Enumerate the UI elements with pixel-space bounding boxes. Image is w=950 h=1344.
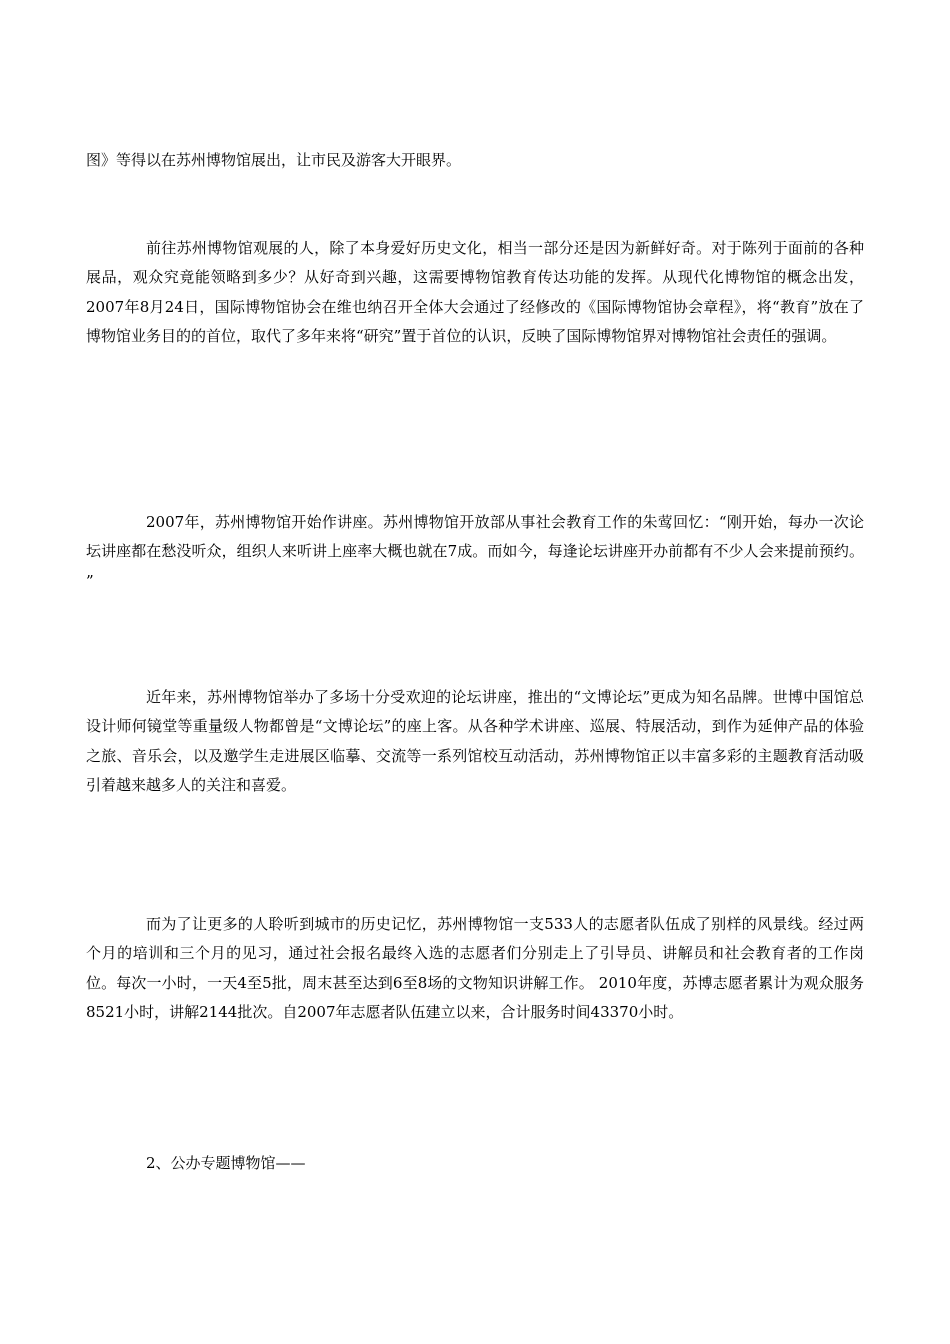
paragraph-continuation: 图》等得以在苏州博物馆展出，让市民及游客大开眼界。 xyxy=(86,151,462,169)
section-heading-public-museums: 2、公办专题博物馆—— xyxy=(146,1154,306,1172)
paragraph-lectures-2007: 2007年，苏州博物馆开始作讲座。苏州博物馆开放部从事社会教育工作的朱莺回忆：“刚开始，每办一次论坛讲座都在愁没听众，组织人来听讲上座率大概也就在7成。而如今，每逢论坛讲座开办前都有不少人会来提前预约。 ” xyxy=(86,513,864,590)
paragraph-wenbo-forum: 近年来，苏州博物馆举办了多场十分受欢迎的论坛讲座，推出的“文博论坛”更成为知名品牌。世博中国馆总设计师何镜堂等重量级人物都曾是“文博论坛”的座上客。从各种学术讲座、巡展、特展活动，到作为延伸产品的体验之旅、音乐会，以及邀学生走进展区临摹、交流等一系列馆校互动活动，苏州博物馆正以丰富多彩的主题教育活动吸引着越来越多人的关注和喜爱。 xyxy=(86,688,864,795)
paragraph-volunteers: 而为了让更多的人聆听到城市的历史记忆，苏州博物馆一支533人的志愿者队伍成了别样的风景线。经过两个月的培训和三个月的见习，通过社会报名最终入选的志愿者们分别走上了引导员、讲解员和社会教育者的工作岗位。每次一小时，一天4至5批，周末甚至达到6至8场的文物知识讲解工作。 2010年度，苏博志愿者累计为观众服务8521小时，讲解2144批次。自2007年志愿者队伍建立以来，合计服务时间43370小时。 xyxy=(86,915,864,1022)
paragraph-museum-education: 前往苏州博物馆观展的人，除了本身爱好历史文化，相当一部分还是因为新鲜好奇。对于陈列于面前的各种展品，观众究竟能领略到多少？从好奇到兴趣，这需要博物馆教育传达功能的发挥。从现代化博物馆的概念出发，2007年8月24日，国际博物馆协会在维也纳召开全体大会通过了经修改的《国际博物馆协会章程》，将“教育”放在了博物馆业务目的的首位，取代了多年来将“研究”置于首位的认识，反映了国际博物馆界对博物馆社会责任的强调。 xyxy=(86,239,864,346)
